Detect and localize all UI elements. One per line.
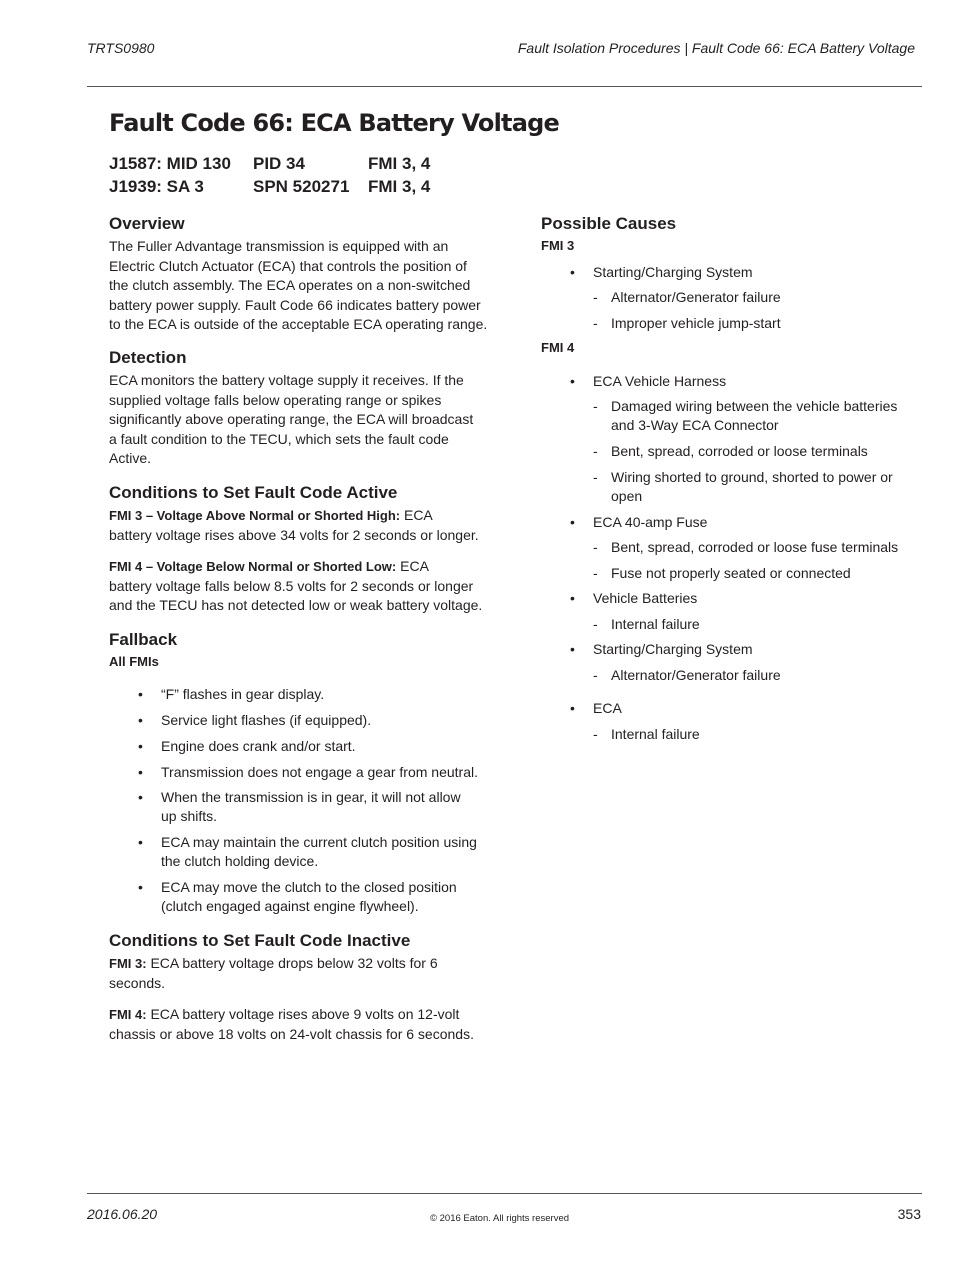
- code-spn: SPN 520271: [253, 177, 350, 196]
- cause-item-text: ECA 40-amp Fuse: [593, 514, 708, 530]
- fmi3-cause-label: FMI 3: [541, 238, 575, 253]
- fmi4-cause-label: FMI 4: [541, 340, 575, 355]
- cause-detail-text: Alternator/Generator failure: [611, 667, 781, 683]
- bullet-icon: •: [138, 738, 143, 754]
- fallback-item-text: (clutch engaged against engine flywheel).: [161, 898, 419, 914]
- fmi3-inactive-label: FMI 3:: [109, 956, 147, 971]
- fmi3-active-text: ECA: [400, 507, 433, 523]
- doc-id: TRTS0980: [87, 40, 155, 56]
- conditions-active-heading: Conditions to Set Fault Code Active: [109, 483, 398, 502]
- conditions-inactive-fmi4: [109, 1005, 474, 1044]
- bullet-icon: •: [138, 712, 143, 728]
- page-number: 353: [897, 1206, 921, 1222]
- fmi4-active-text: ECA: [396, 558, 429, 574]
- cause-detail-text: Internal failure: [611, 616, 700, 632]
- fallback-item-text: up shifts.: [161, 808, 218, 824]
- overview-line: The Fuller Advantage transmission is equipped with an: [109, 238, 449, 254]
- bullet-icon: •: [138, 764, 143, 780]
- fallback-item-text: “F” flashes in gear display.: [161, 686, 325, 702]
- fmi4-active-text: battery voltage falls below 8.5 volts for 2 seconds or longer: [109, 577, 474, 594]
- cause-item-text: Vehicle Batteries: [593, 590, 698, 606]
- code-fmi-row1: FMI 3, 4: [368, 154, 431, 173]
- code-j1587: J1587: MID 130: [109, 154, 231, 173]
- dash-icon: -: [593, 469, 598, 485]
- page-title: Fault Code 66: ECA Battery Voltage: [109, 109, 559, 137]
- overview-line: battery power supply. Fault Code 66 indicates battery power: [109, 296, 481, 313]
- cause-detail-text: Improper vehicle jump-start: [611, 315, 781, 331]
- cause-detail-text: Fuse not properly seated or connected: [611, 565, 851, 581]
- code-pid: PID 34: [253, 154, 305, 173]
- fallback-subheading: All FMIs: [109, 654, 159, 669]
- fmi3-active-label: FMI 3 – Voltage Above Normal or Shorted High:: [109, 508, 401, 523]
- cause-item-text: Starting/Charging System: [593, 641, 753, 657]
- overview-line: the clutch assembly. The ECA operates on a non-switched: [109, 277, 471, 293]
- bullet-icon: •: [570, 590, 575, 606]
- cause-detail-text: open: [611, 488, 643, 504]
- fallback-item-text: Transmission does not engage a gear from neutral.: [161, 764, 478, 780]
- cause-detail-text: Bent, spread, corroded or loose fuse terminals: [611, 539, 899, 555]
- bullet-icon: •: [138, 879, 143, 895]
- bullet-icon: •: [138, 834, 143, 850]
- dash-icon: -: [593, 289, 598, 305]
- dash-icon: -: [593, 667, 598, 683]
- dash-icon: -: [593, 726, 598, 742]
- bullet-icon: •: [138, 789, 143, 805]
- fallback-item-text: Service light flashes (if equipped).: [161, 712, 372, 728]
- header-divider: [87, 86, 922, 87]
- detection-line: significantly above operating range, the ECA will broadcast: [109, 411, 474, 427]
- overview-line: to the ECA is outside of the acceptable ECA operating range.: [109, 316, 488, 332]
- bullet-icon: •: [570, 373, 575, 389]
- detection-line: ECA monitors the battery voltage supply it receives. If the: [109, 372, 464, 388]
- overview-text: [109, 237, 487, 335]
- bullet-icon: •: [570, 641, 575, 657]
- cause-detail-text: Wiring shorted to ground, shorted to power or: [611, 469, 893, 485]
- fmi3-active-text: battery voltage rises above 34 volts for 2 seconds or longer.: [109, 526, 479, 543]
- cause-detail-text: and 3-Way ECA Connector: [611, 417, 779, 433]
- fmi4-inactive-text: chassis or above 18 volts on 24-volt chassis for 6 seconds.: [109, 1025, 474, 1042]
- fmi3-inactive-text: seconds.: [109, 974, 166, 991]
- fallback-item-text: ECA may move the clutch to the closed position: [161, 879, 457, 895]
- cause-detail-text: Damaged wiring between the vehicle batteries: [611, 398, 898, 414]
- fmi4-active-text: and the TECU has not detected low or weak battery voltage.: [109, 597, 483, 613]
- detection-line: a fault condition to the TECU, which sets the fault code: [109, 430, 449, 447]
- footer-divider: [87, 1193, 922, 1194]
- fallback-item-text: Engine does crank and/or start.: [161, 738, 356, 754]
- conditions-active-fmi4: [109, 557, 482, 616]
- code-table: [109, 154, 509, 204]
- cause-detail-text: Alternator/Generator failure: [611, 289, 781, 305]
- dash-icon: -: [593, 539, 598, 555]
- code-j1939: J1939: SA 3: [109, 177, 204, 196]
- code-fmi-row2: FMI 3, 4: [368, 177, 431, 196]
- fmi4-active-label: FMI 4 – Voltage Below Normal or Shorted Low:: [109, 559, 397, 574]
- dash-icon: -: [593, 616, 598, 632]
- dash-icon: -: [593, 443, 598, 459]
- overview-heading: Overview: [109, 214, 185, 233]
- conditions-active-fmi3: [109, 506, 479, 545]
- bullet-icon: •: [138, 686, 143, 702]
- detection-line: Active.: [109, 450, 152, 466]
- fallback-item-text: When the transmission is in gear, it will not allow: [161, 789, 461, 805]
- cause-item-text: ECA: [593, 700, 622, 716]
- detection-text: [109, 371, 473, 469]
- detection-line: supplied voltage falls below operating range or spikes: [109, 391, 442, 408]
- overview-line: Electric Clutch Actuator (ECA) that controls the position of: [109, 257, 467, 274]
- fallback-item-text: the clutch holding device.: [161, 853, 319, 869]
- bullet-icon: •: [570, 700, 575, 716]
- conditions-inactive-fmi3: [109, 954, 438, 993]
- dash-icon: -: [593, 315, 598, 331]
- fallback-item-text: ECA may maintain the current clutch position using: [161, 834, 477, 850]
- cause-item-text: ECA Vehicle Harness: [593, 373, 727, 389]
- bullet-icon: •: [570, 514, 575, 530]
- fmi4-inactive-label: FMI 4:: [109, 1007, 147, 1022]
- dash-icon: -: [593, 565, 598, 581]
- fallback-heading: Fallback: [109, 630, 178, 649]
- bullet-icon: •: [570, 264, 575, 280]
- possible-causes-heading: Possible Causes: [541, 214, 677, 233]
- footer-date: 2016.06.20: [87, 1206, 158, 1222]
- detection-heading: Detection: [109, 348, 187, 367]
- conditions-inactive-heading: Conditions to Set Fault Code Inactive: [109, 931, 411, 950]
- fmi3-inactive-text: ECA battery voltage drops below 32 volts for 6: [146, 955, 438, 971]
- section-title: Fault Isolation Procedures | Fault Code 66: ECA Battery Voltage: [517, 40, 915, 56]
- cause-detail-text: Bent, spread, corroded or loose terminals: [611, 443, 868, 459]
- dash-icon: -: [593, 398, 598, 414]
- cause-detail-text: Internal failure: [611, 726, 700, 742]
- cause-item-text: Starting/Charging System: [593, 264, 753, 280]
- fmi4-inactive-text: ECA battery voltage rises above 9 volts on 12-volt: [146, 1006, 460, 1022]
- footer-copyright: © 2016 Eaton. All rights reserved: [430, 1213, 570, 1224]
